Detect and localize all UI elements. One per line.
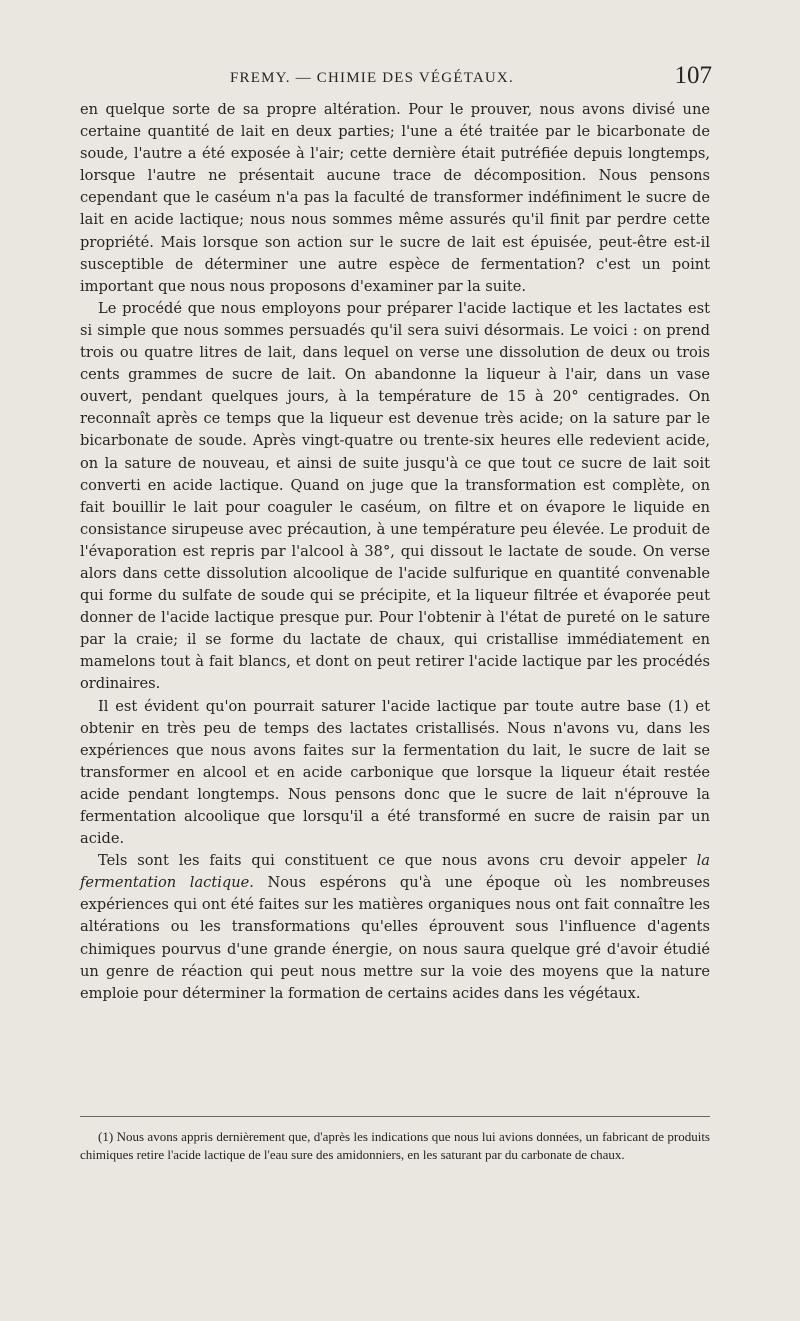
paragraph-3: Il est évident qu'on pourrait saturer l'acide lactique par toute autre base (1) et obtenir en très peu de temps des lactates cristallisés. Nous n'avons vu, dans les expériences que nous avons faites sur la fermentation du lait, le sucre de lait se transformer en alcool et en acide carbonique que lorsque la liqueur était restée acide pendant longtemps. Nous pensons donc que le sucre de lait n'éprouve la fermentation alcoolique que lorsqu'il a été transformé en sucre de raisin par un acide.: [80, 697, 710, 848]
paragraph-4-end: Nous espérons qu'à une époque où les nombreuses expériences qui ont été faites sur les matières organiques nous ont fait connaître les altérations ou les transformations qu'elles éprouvent sous l'influence d'agents chimiques pourvus d'une grande énergie, on nous saura quelque gré d'avoir étudié un genre de réaction qui peut nous mettre sur la voie des moyens que la nature emploie pour déterminer la formation de certains acides dans les végétaux.: [80, 874, 711, 1002]
running-title: FREMY. — CHIMIE DES VÉGÉTAUX.: [230, 70, 514, 86]
footnote-text: (1) Nous avons appris dernièrement que, d'après les indications que nous lui avions données, un fabricant de produits chimiques retire l'acide lactique de l'eau sure des amidonniers, en les saturant par du carbonate de chaux.: [80, 1129, 710, 1162]
footnote: [80, 1128, 710, 1164]
paragraph-2: Le procédé que nous employons pour préparer l'acide lactique et les lactates est si simple que nous sommes persuadés qu'il sera suivi désormais. Le voici : on prend trois ou quatre litres de lait, dans lequel on verse une dissolution de deux ou trois cents grammes de sucre de lait. On abandonne la liqueur à l'air, dans un vase ouvert, pendant quelques jours, à la température de 15 à 20° centigrades. On reconnaît après ce temps que la liqueur est devenue très acide; on la sature par le bicarbonate de soude. Après vingt-quatre ou trente-six heures elle redevient acide, on la sature de nouveau, et ainsi de suite jusqu'à ce que tout ce sucre de lait soit converti en acide lactique. Quand on juge que la transformation est complète, on fait bouillir le lait pour coaguler le caséum, on filtre et on évapore le liquide en consistance sirupeuse avec précaution, à une température peu élevée. Le produit de l'évaporation est repris par l'alcool à 38°, qui dissout le lactate de soude. On verse alors dans cette dissolution alcoolique de l'acide sulfurique en quantité convenable qui forme du sulfate de soude qui se précipite, et la liqueur filtrée et évaporée peut donner de l'acide lactique presque pur. Pour l'obtenir à l'état de pureté on le sature par la craie; il se forme du lactate de chaux, qui cristallise immédiatement en mamelons tout à fait blancs, et dont on peut retirer l'acide lactique par les procédés ordinaires.: [80, 299, 710, 693]
paragraph-4-start: Tels sont les faits qui constituent ce que nous avons cru devoir appeler: [98, 852, 697, 870]
body-text: [80, 99, 710, 1005]
italic-term: la fermentation lactique.: [80, 852, 710, 892]
paragraph-1: en quelque sorte de sa propre altération. Pour le prouver, nous avons divisé une certaine quantité de lait en deux parties; l'une a été traitée par le bicarbonate de soude, l'autre a été exposée à l'air; cette dernière était putréfiée depuis longtemps, lorsque l'autre ne présentait aucune trace de décomposition. Nous pensons cependant que le caséum n'a pas la faculté de transformer indéfiniment le sucre de lait en acide lactique; nous nous sommes même assurés qu'il finit par perdre cette propriété. Mais lorsque son action sur le sucre de lait est épuisée, peut-être est-il susceptible de déterminer une autre espèce de fermentation? c'est un point important que nous nous proposons d'examiner par la suite.: [80, 101, 710, 295]
paragraph-4: [80, 850, 710, 1005]
footnote-divider: [80, 1116, 710, 1117]
page-header: [80, 62, 712, 102]
page-number: 107: [674, 62, 712, 89]
